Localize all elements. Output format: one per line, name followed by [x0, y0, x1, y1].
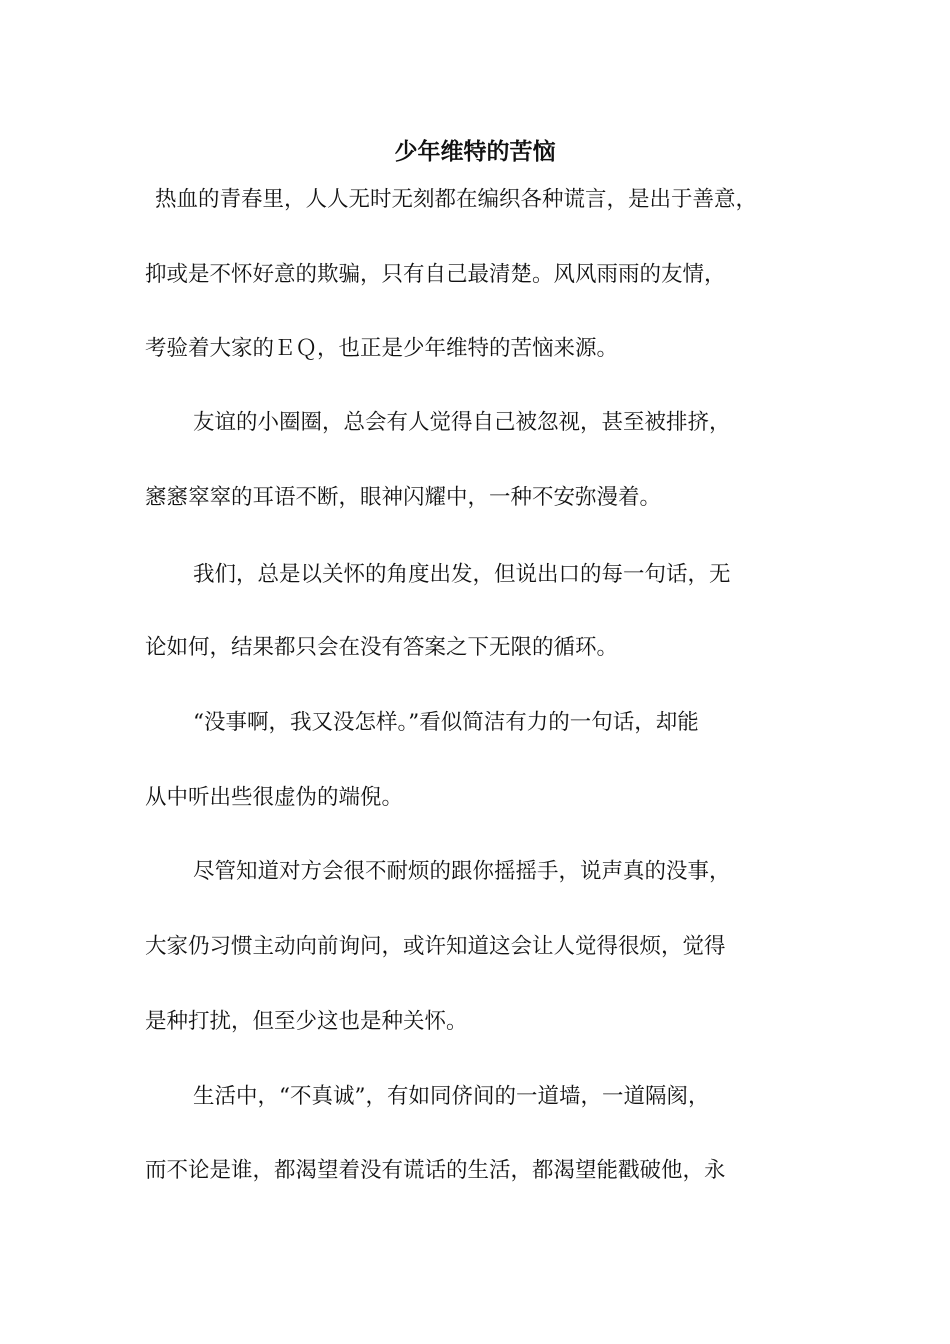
paragraph-line: 抑或是不怀好意的欺骗，只有自己最清楚。风风雨雨的友情，: [145, 262, 726, 287]
paragraph-line: 是种打扰，但至少这也是种关怀。: [145, 1009, 468, 1034]
paragraph-line: 论如何，结果都只会在没有答案之下无限的循环。: [145, 635, 619, 660]
paragraph-line: 窸窸窣窣的耳语不断，眼神闪耀中，一种不安弥漫着。: [145, 485, 662, 510]
paragraph-line: 友谊的小圈圈，总会有人觉得自己被忽视，甚至被排挤，: [193, 410, 731, 435]
paragraph-line: 热血的青春里，人人无时无刻都在编织各种谎言，是出于善意，: [155, 187, 758, 212]
paragraph-line: 而不论是谁，都渴望着没有谎话的生活，都渴望能戳破他，永: [145, 1158, 726, 1183]
paragraph-line: 尽管知道对方会很不耐烦的跟你摇摇手，说声真的没事，: [193, 859, 731, 884]
paragraph-line: “没事啊，我又没怎样。”看似简洁有力的一句话，却能: [193, 710, 699, 735]
paragraph-line: 从中听出些很虚伪的端倪。: [145, 785, 404, 810]
paragraph-line: 大家仍习惯主动向前询问，或许知道这会让人觉得很烦，觉得: [145, 934, 726, 959]
paragraph-line: 考验着大家的ＥＱ，也正是少年维特的苦恼来源。: [145, 336, 619, 361]
paragraph-line: 我们，总是以关怀的角度出发，但说出口的每一句话，无: [193, 562, 731, 587]
paragraph-line: 生活中，“不真诚”，有如同侪间的一道墙，一道隔阂，: [193, 1084, 710, 1109]
document-title: 少年维特的苦恼: [394, 138, 556, 165]
